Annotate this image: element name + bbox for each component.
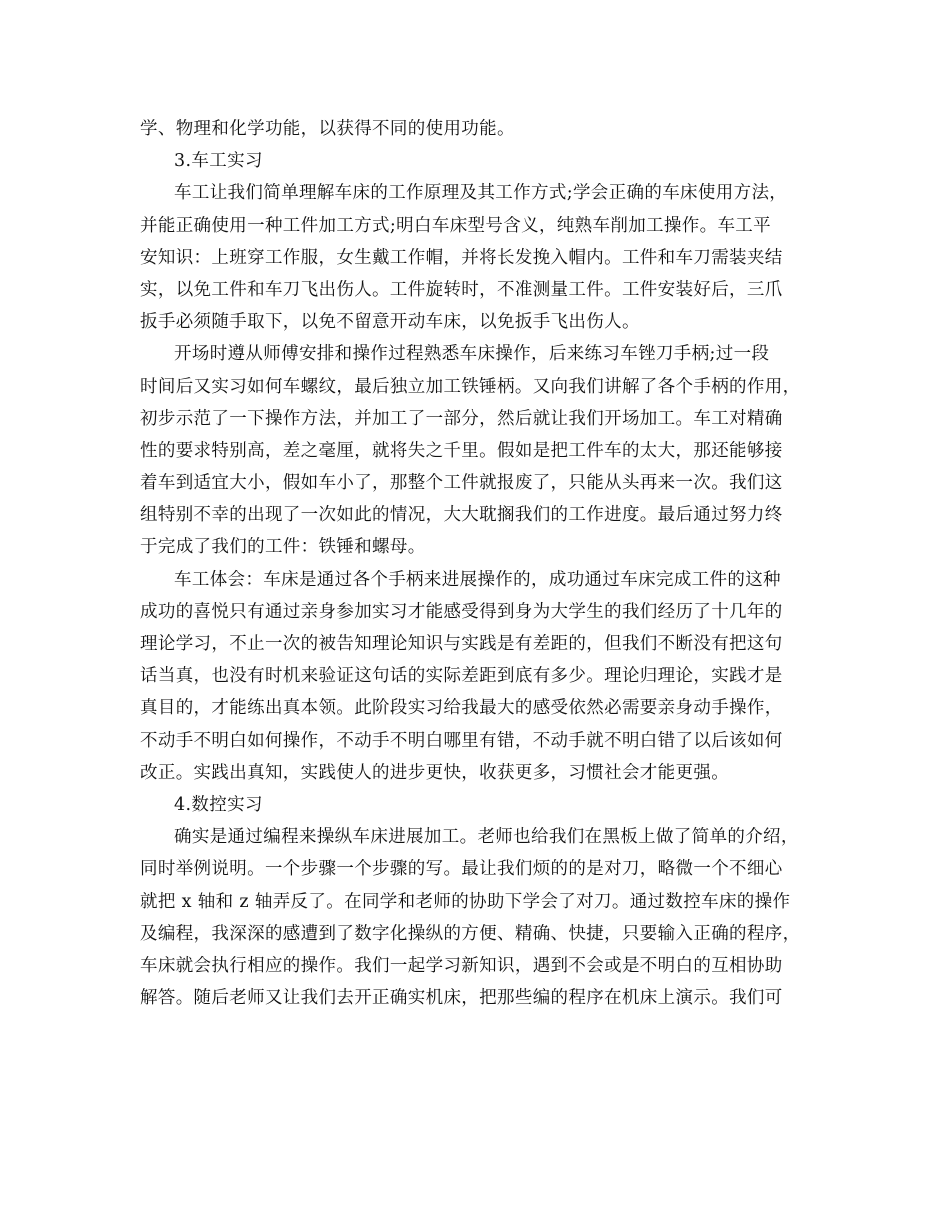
text-line: 就把 x 轴和 z 轴弄反了。在同学和老师的协助下学会了对刀。通过数控车床的操作: [140, 891, 791, 912]
text-line: 改正。实践出真知，实践使人的进步更快，收获更多，习惯社会才能更强。: [140, 762, 730, 783]
text-line: 开场时遵从师傅安排和操作过程熟悉车床操作，后来练习车锉刀手柄;过一段: [174, 344, 770, 365]
text-line: 实，以免工件和车刀飞出伤人。工件旋转时，不准测量工件。工件安装好后，三爪: [140, 279, 783, 300]
text-line: 不动手不明白如何操作，不动手不明白哪里有错，不动手就不明白错了以后该如何: [140, 730, 783, 751]
text-line: 性的要求特别高，差之毫厘，就将失之千里。假如是把工件车的太大，那还能够接: [140, 440, 783, 461]
text-line: 车工体会：车床是通过各个手柄来进展操作的，成功通过车床完成工件的这种: [174, 569, 781, 590]
text-line: 初步示范了一下操作方法，并加工了一部分，然后就让我们开场加工。车工对精确: [140, 408, 783, 429]
text-line: 并能正确使用一种工件加工方式;明白车床型号含义，纯熟车削加工操作。车工平: [140, 215, 771, 236]
text-line: 4.数控实习: [174, 794, 263, 815]
text-line: 确实是通过编程来操纵车床进展加工。老师也给我们在黑板上做了简单的介绍，: [174, 827, 799, 848]
text-line: 着车到适宜大小，假如车小了，那整个工件就报废了，只能从头再来一次。我们这: [140, 473, 783, 494]
text-line: 于完成了我们的工件：铁锤和螺母。: [140, 537, 426, 558]
text-line: 真目的，才能练出真本领。此阶段实习给我最大的感受依然必需要亲身动手操作，: [140, 698, 783, 719]
text-line: 安知识：上班穿工作服，女生戴工作帽，并将长发挽入帽内。工件和车刀需装夹结: [140, 247, 783, 268]
text-line: 理论学习，不止一次的被告知理论知识与实践是有差距的，但我们不断没有把这句: [140, 634, 783, 654]
text-line: 成功的喜悦只有通过亲身参加实习才能感受得到身为大学生的我们经历了十几年的: [140, 601, 783, 622]
text-line: 车床就会执行相应的操作。我们一起学习新知识，遇到不会或是不明白的互相协助: [140, 955, 783, 976]
text-line: 同时举例说明。一个步骤一个步骤的写。最让我们烦的的是对刀，略微一个不细心: [140, 859, 783, 880]
text-line: 车工让我们简单理解车床的工作原理及其工作方式;学会正确的车床使用方法，: [174, 183, 788, 204]
text-line: 学、物理和化学功能，以获得不同的使用功能。: [140, 119, 515, 139]
document-body: [140, 113, 825, 1014]
text-line: 扳手必须随手取下，以免不留意开动车床，以免扳手飞出伤人。: [140, 312, 640, 333]
text-line: 组特别不幸的出现了一次如此的情况，大大耽搁我们的工作进度。最后通过努力终: [140, 505, 783, 526]
text-line: 解答。随后老师又让我们去开正确实机床，把那些编的程序在机床上演示。我们可: [140, 988, 783, 1009]
text-line: 时间后又实习如何车螺纹，最后独立加工铁锤柄。又向我们讲解了各个手柄的作用，: [140, 376, 801, 397]
text-line: 及编程，我深深的感遭到了数字化操纵的方便、精确、快捷，只要输入正确的程序，: [140, 923, 801, 944]
text-line: 3.车工实习: [174, 151, 263, 172]
text-line: 话当真，也没有时机来验证这句话的实际差距到底有多少。理论归理论，实践才是: [140, 666, 783, 687]
